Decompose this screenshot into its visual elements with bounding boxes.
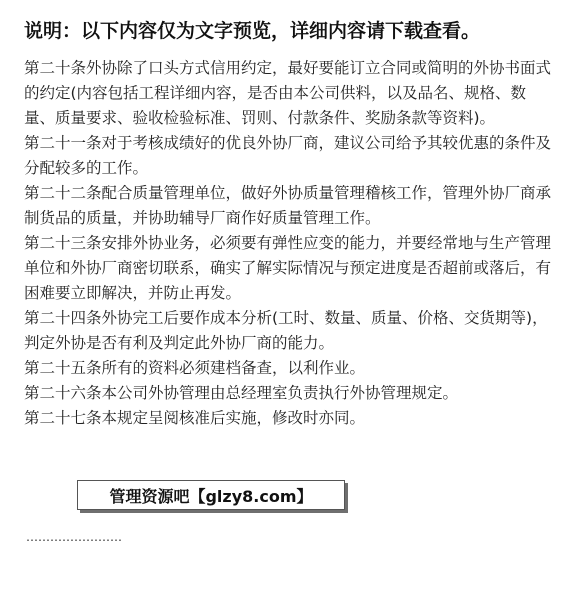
document-body	[24, 56, 554, 431]
article-27: 第二十七条本规定呈阅核准后实施，修改时亦同。	[24, 409, 366, 427]
article-24: 第二十四条外协完工后要作成本分析(工时、数量、质量、价格、交货期等)，判定外协是否有利及判定此外协厂商的能力。	[24, 309, 548, 352]
watermark-stamp: 管理资源吧【glzy8.com】	[77, 480, 345, 510]
truncation-ellipsis: ……………………	[26, 530, 122, 544]
article-23: 第二十三条安排外协业务，必须要有弹性应变的能力，并要经常地与生产管理单位和外协厂商密切联系，确实了解实际情况与预定进度是否超前或落后，有困难要立即解决，并防止再发。	[24, 234, 552, 302]
article-26: 第二十六条本公司外协管理由总经理室负责执行外协管理规定。	[24, 384, 459, 402]
article-22: 第二十二条配合质量管理单位，做好外协质量管理稽核工作，管理外协厂商承制货品的质量，并协助辅导厂商作好质量管理工作。	[24, 184, 552, 227]
preview-notice: 说明：以下内容仅为文字预览，详细内容请下载查看。	[24, 20, 481, 42]
article-25: 第二十五条所有的资料必须建档备查，以利作业。	[24, 359, 366, 377]
article-21: 第二十一条对于考核成绩好的优良外协厂商，建议公司给予其较优惠的条件及分配较多的工作。	[24, 134, 552, 177]
article-20: 第二十条外协除了口头方式信用约定，最好要能订立合同或简明的外协书面式的约定(内容包括工程详细内容，是否由本公司供料，以及品名、规格、数量、质量要求、验收检验标准、罚则、付款条件、奖励条款等资料)。	[24, 59, 552, 127]
